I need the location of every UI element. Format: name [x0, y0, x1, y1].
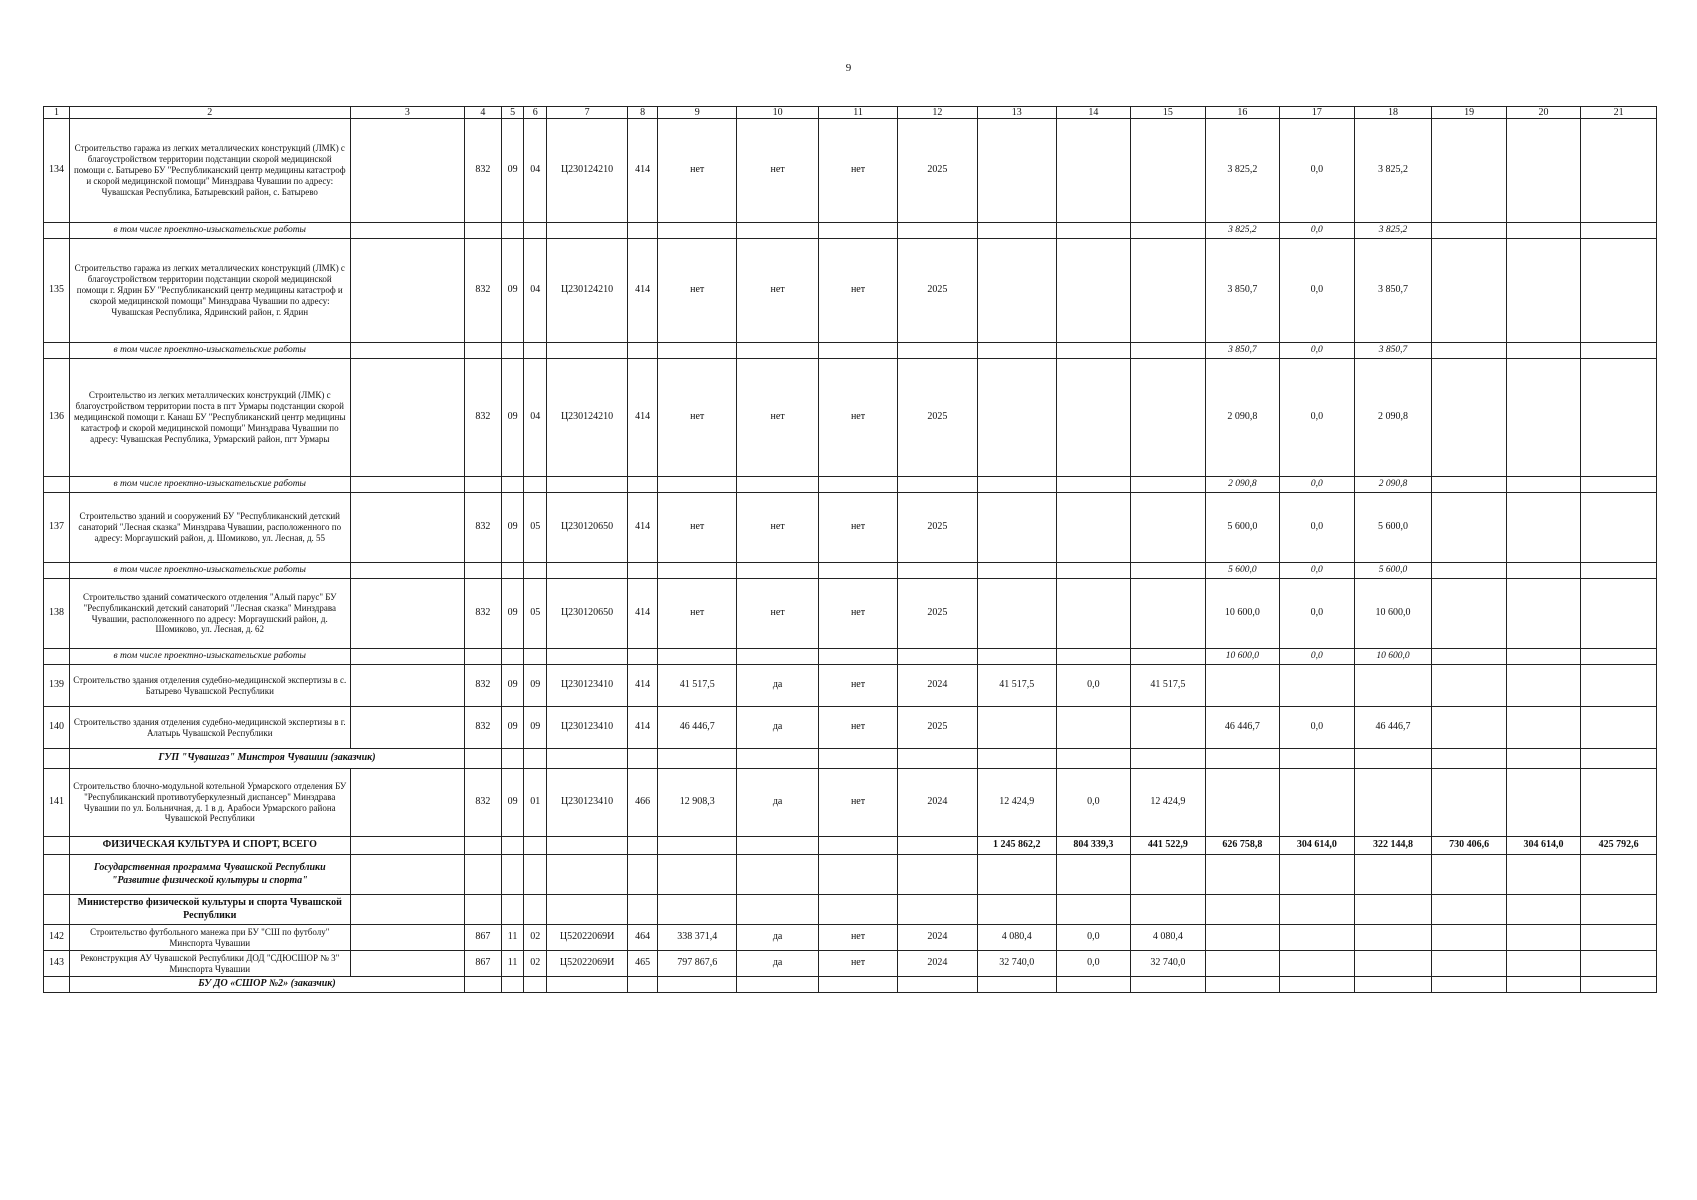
value-cell: 0,0 — [1280, 493, 1354, 563]
value-cell: 0,0 — [1280, 579, 1354, 649]
col-header: 8 — [628, 107, 658, 119]
cell: нет — [819, 707, 898, 749]
row-number: 135 — [44, 239, 70, 343]
gr-code: 832 — [465, 239, 502, 343]
value-cell: 0,0 — [1280, 119, 1354, 223]
value-cell: 3 825,2 — [1205, 223, 1279, 239]
cell: нет — [737, 359, 819, 477]
target-code: Ц52022069И — [547, 925, 628, 951]
object-name: Строительство гаража из легких металлических конструкций (ЛМК) с благоустройством территории подстанции скорой медицинской помощи с. Батырево БУ "Республиканский центр медицины катастроф и скорой медицинской помощи" Минздрава Чувашии по адресу: Чувашская Республика, Батыревский район, с. Батырево — [69, 119, 350, 223]
row-number: 138 — [44, 579, 70, 649]
section-code: 09 — [501, 239, 524, 343]
sub-label: в том числе проектно-изыскательские работы — [69, 477, 350, 493]
total-value: 304 614,0 — [1506, 837, 1580, 855]
value-cell: 12 908,3 — [658, 769, 737, 837]
col-header: 20 — [1506, 107, 1580, 119]
year-cell: 2024 — [897, 665, 977, 707]
row-number: 134 — [44, 119, 70, 223]
row-number: 139 — [44, 665, 70, 707]
object-name: Строительство здания отделения судебно-медицинской экспертизы в г. Алатырь Чувашской Республики — [69, 707, 350, 749]
gr-code: 832 — [465, 769, 502, 837]
object-name: Реконструкция АУ Чувашской Республики ДОД "СДЮСШОР № 3" Минспорта Чувашии — [69, 951, 350, 977]
subsection-code: 09 — [524, 665, 547, 707]
gr-code: 832 — [465, 707, 502, 749]
value-cell: 0,0 — [1280, 477, 1354, 493]
target-code: Ц230124210 — [547, 239, 628, 343]
subsection-code: 04 — [524, 239, 547, 343]
cell: нет — [819, 951, 898, 977]
sub-row — [44, 649, 1657, 665]
value-cell: 0,0 — [1056, 665, 1130, 707]
object-name: Строительство футбольного манежа при БУ "СШ по футболу" Минспорта Чувашии — [69, 925, 350, 951]
total-value: 626 758,8 — [1205, 837, 1279, 855]
value-cell: 0,0 — [1056, 925, 1130, 951]
value-cell: 3 825,2 — [1205, 119, 1279, 223]
value-cell: 32 740,0 — [1131, 951, 1205, 977]
value-cell: 3 850,7 — [1354, 239, 1432, 343]
cell: нет — [819, 769, 898, 837]
section-title: ГУП "Чувашгаз" Минстроя Чувашии (заказчик) — [69, 749, 464, 769]
col-header: 9 — [658, 107, 737, 119]
year-cell: 2024 — [897, 951, 977, 977]
section-code: 09 — [501, 707, 524, 749]
cell: да — [737, 707, 819, 749]
col-header: 5 — [501, 107, 524, 119]
cell: нет — [737, 119, 819, 223]
total-value: 425 792,6 — [1581, 837, 1657, 855]
col-header: 17 — [1280, 107, 1354, 119]
total-label: ФИЗИЧЕСКАЯ КУЛЬТУРА И СПОРТ, ВСЕГО — [69, 837, 350, 855]
col-header: 12 — [897, 107, 977, 119]
value-cell: 46 446,7 — [1205, 707, 1279, 749]
year-cell: 2025 — [897, 239, 977, 343]
target-code: Ц230120650 — [547, 493, 628, 563]
value-cell: 41 517,5 — [1131, 665, 1205, 707]
section-code: 09 — [501, 493, 524, 563]
cell: да — [737, 769, 819, 837]
cell: нет — [819, 119, 898, 223]
total-value: 304 614,0 — [1280, 837, 1354, 855]
year-cell: 2025 — [897, 359, 977, 477]
value-cell: 46 446,7 — [658, 707, 737, 749]
total-value: 1 245 862,2 — [977, 837, 1056, 855]
value-cell: 3 825,2 — [1354, 223, 1432, 239]
section-code: 09 — [501, 359, 524, 477]
object-name: Строительство гаража из легких металлических конструкций (ЛМК) с благоустройством территории подстанции скорой медицинской помощи г. Ядрин БУ "Республиканский центр медицины катастроф и скорой медицинской помощи" Минздрава Чувашии по адресу: Чувашская Республика, Ядринский район, г. Ядрин — [69, 239, 350, 343]
sub-label: в том числе проектно-изыскательские работы — [69, 223, 350, 239]
cell: да — [737, 665, 819, 707]
gr-code: 832 — [465, 665, 502, 707]
cell: нет — [737, 239, 819, 343]
col-header: 15 — [1131, 107, 1205, 119]
investment-table — [43, 106, 1657, 993]
table-row — [44, 579, 1657, 649]
gr-code: 832 — [465, 579, 502, 649]
row-number: 136 — [44, 359, 70, 477]
program-row — [44, 855, 1657, 895]
value-cell: 0,0 — [1280, 707, 1354, 749]
section-title: БУ ДО «СШОР №2» (заказчик) — [69, 977, 464, 993]
col-header: 10 — [737, 107, 819, 119]
expense-code: 414 — [628, 579, 658, 649]
cell: нет — [819, 925, 898, 951]
row-number: 140 — [44, 707, 70, 749]
row-number: 141 — [44, 769, 70, 837]
value-cell: 10 600,0 — [1205, 579, 1279, 649]
gr-code: 832 — [465, 493, 502, 563]
col-header: 19 — [1432, 107, 1506, 119]
value-cell: 3 825,2 — [1354, 119, 1432, 223]
expense-code: 465 — [628, 951, 658, 977]
value-cell: 12 424,9 — [1131, 769, 1205, 837]
value-cell: 2 090,8 — [1354, 477, 1432, 493]
value-cell: 5 600,0 — [1205, 493, 1279, 563]
section-code: 09 — [501, 665, 524, 707]
gr-code: 867 — [465, 951, 502, 977]
target-code: Ц230124210 — [547, 119, 628, 223]
gr-code: 867 — [465, 925, 502, 951]
cell: да — [737, 951, 819, 977]
value-cell: 797 867,6 — [658, 951, 737, 977]
col-header: 1 — [44, 107, 70, 119]
section-code: 11 — [501, 925, 524, 951]
table-row — [44, 359, 1657, 477]
gr-code: 832 — [465, 119, 502, 223]
value-cell: 41 517,5 — [658, 665, 737, 707]
value-cell: 0,0 — [1056, 769, 1130, 837]
cell: нет — [819, 239, 898, 343]
value-cell: 5 600,0 — [1205, 563, 1279, 579]
section-code: 11 — [501, 951, 524, 977]
col-header: 21 — [1581, 107, 1657, 119]
ministry-title: Министерство физической культуры и спорта Чувашской Республики — [69, 895, 350, 925]
expense-code: 414 — [628, 707, 658, 749]
cell: нет — [737, 493, 819, 563]
total-row — [44, 837, 1657, 855]
expense-code: 414 — [628, 239, 658, 343]
subsection-code: 04 — [524, 119, 547, 223]
value-cell: 10 600,0 — [1205, 649, 1279, 665]
row-number: 143 — [44, 951, 70, 977]
cell: да — [737, 925, 819, 951]
subsection-code: 09 — [524, 707, 547, 749]
value-cell: 338 371,4 — [658, 925, 737, 951]
col-header: 3 — [350, 107, 464, 119]
year-cell: 2024 — [897, 769, 977, 837]
value-cell: 0,0 — [1056, 951, 1130, 977]
target-code: Ц230123410 — [547, 665, 628, 707]
row-number: 137 — [44, 493, 70, 563]
col-header: 13 — [977, 107, 1056, 119]
cell: нет — [658, 239, 737, 343]
subsection-code: 05 — [524, 579, 547, 649]
value-cell: 5 600,0 — [1354, 563, 1432, 579]
value-cell: 5 600,0 — [1354, 493, 1432, 563]
sub-row — [44, 477, 1657, 493]
value-cell: 2 090,8 — [1205, 477, 1279, 493]
value-cell: 12 424,9 — [977, 769, 1056, 837]
year-cell: 2025 — [897, 119, 977, 223]
col-header: 14 — [1056, 107, 1130, 119]
value-cell: 2 090,8 — [1205, 359, 1279, 477]
value-cell: 0,0 — [1280, 563, 1354, 579]
col-header: 11 — [819, 107, 898, 119]
cell: нет — [658, 493, 737, 563]
year-cell: 2025 — [897, 579, 977, 649]
ministry-row — [44, 895, 1657, 925]
column-number-row — [44, 107, 1657, 119]
cell: нет — [819, 359, 898, 477]
table-row — [44, 239, 1657, 343]
expense-code: 414 — [628, 665, 658, 707]
cell: нет — [819, 493, 898, 563]
section-code: 09 — [501, 579, 524, 649]
col-header: 18 — [1354, 107, 1432, 119]
value-cell: 4 080,4 — [977, 925, 1056, 951]
value-cell: 41 517,5 — [977, 665, 1056, 707]
row-number: 142 — [44, 925, 70, 951]
expense-code: 414 — [628, 119, 658, 223]
value-cell: 0,0 — [1280, 223, 1354, 239]
expense-code: 466 — [628, 769, 658, 837]
sub-label: в том числе проектно-изыскательские работы — [69, 343, 350, 359]
subsection-code: 02 — [524, 925, 547, 951]
target-code: Ц230120650 — [547, 579, 628, 649]
col-header: 6 — [524, 107, 547, 119]
target-code: Ц52022069И — [547, 951, 628, 977]
cell: нет — [658, 579, 737, 649]
value-cell: 3 850,7 — [1354, 343, 1432, 359]
cell: нет — [737, 579, 819, 649]
table-row — [44, 925, 1657, 951]
expense-code: 464 — [628, 925, 658, 951]
value-cell: 3 850,7 — [1205, 343, 1279, 359]
col-header: 7 — [547, 107, 628, 119]
table-row — [44, 665, 1657, 707]
subsection-code: 01 — [524, 769, 547, 837]
value-cell: 0,0 — [1280, 343, 1354, 359]
year-cell: 2025 — [897, 707, 977, 749]
year-cell: 2025 — [897, 493, 977, 563]
value-cell: 10 600,0 — [1354, 649, 1432, 665]
table-row — [44, 119, 1657, 223]
object-name: Строительство зданий соматического отделения "Алый парус" БУ "Республиканский детский санаторий "Лесная сказка" Минздрава Чувашии, расположенного по адресу: Моргаушский район, д. Шомиково, ул. Лесная, д. 62 — [69, 579, 350, 649]
year-cell: 2024 — [897, 925, 977, 951]
table-row — [44, 707, 1657, 749]
gr-code: 832 — [465, 359, 502, 477]
sub-row — [44, 223, 1657, 239]
col-header: 4 — [465, 107, 502, 119]
subsection-code: 04 — [524, 359, 547, 477]
total-value: 730 406,6 — [1432, 837, 1506, 855]
object-name: Строительство из легких металлических конструкций (ЛМК) с благоустройством территории поста в пгт Урмары подстанции скорой медицинской помощи г. Канаш БУ "Республиканский центр медицины катастроф и скорой медицинской помощи" Минздрава Чувашии по адресу: Чувашская Республика, Урмарский район, пгт Урмары — [69, 359, 350, 477]
expense-code: 414 — [628, 359, 658, 477]
target-code: Ц230123410 — [547, 707, 628, 749]
section-row — [44, 977, 1657, 993]
target-code: Ц230123410 — [547, 769, 628, 837]
section-code: 09 — [501, 769, 524, 837]
sub-row — [44, 343, 1657, 359]
subsection-code: 02 — [524, 951, 547, 977]
value-cell: 0,0 — [1280, 239, 1354, 343]
cell: нет — [658, 359, 737, 477]
table-row — [44, 769, 1657, 837]
object-name: Строительство здания отделения судебно-медицинской экспертизы в с. Батырево Чувашской Республики — [69, 665, 350, 707]
value-cell: 10 600,0 — [1354, 579, 1432, 649]
value-cell: 3 850,7 — [1205, 239, 1279, 343]
expense-code: 414 — [628, 493, 658, 563]
cell: нет — [819, 665, 898, 707]
sub-label: в том числе проектно-изыскательские работы — [69, 563, 350, 579]
value-cell: 4 080,4 — [1131, 925, 1205, 951]
program-title: Государственная программа Чувашской Республики "Развитие физической культуры и спорта" — [69, 855, 350, 895]
value-cell: 0,0 — [1280, 359, 1354, 477]
sub-row — [44, 563, 1657, 579]
col-header: 2 — [69, 107, 350, 119]
value-cell: 0,0 — [1280, 649, 1354, 665]
table-row — [44, 951, 1657, 977]
total-value: 804 339,3 — [1056, 837, 1130, 855]
table-row — [44, 493, 1657, 563]
object-name: Строительство блочно-модульной котельной Урмарского отделения БУ "Республиканский противотуберкулезный диспансер" Минздрава Чувашии по ул. Больничная, д. 1 в д. Арабоси Урмарского района Чувашской Республики — [69, 769, 350, 837]
value-cell: 2 090,8 — [1354, 359, 1432, 477]
page-number: 9 — [845, 62, 852, 74]
subsection-code: 05 — [524, 493, 547, 563]
total-value: 441 522,9 — [1131, 837, 1205, 855]
section-code: 09 — [501, 119, 524, 223]
object-name: Строительство зданий и сооружений БУ "Республиканский детский санаторий "Лесная сказка" Минздрава Чувашии, расположенного по адресу: Моргаушский район, д. Шомиково, ул. Лесная, д. 55 — [69, 493, 350, 563]
section-row — [44, 749, 1657, 769]
cell: нет — [658, 119, 737, 223]
total-value: 322 144,8 — [1354, 837, 1432, 855]
cell: нет — [819, 579, 898, 649]
target-code: Ц230124210 — [547, 359, 628, 477]
value-cell: 46 446,7 — [1354, 707, 1432, 749]
col-header: 16 — [1205, 107, 1279, 119]
sub-label: в том числе проектно-изыскательские работы — [69, 649, 350, 665]
value-cell: 32 740,0 — [977, 951, 1056, 977]
